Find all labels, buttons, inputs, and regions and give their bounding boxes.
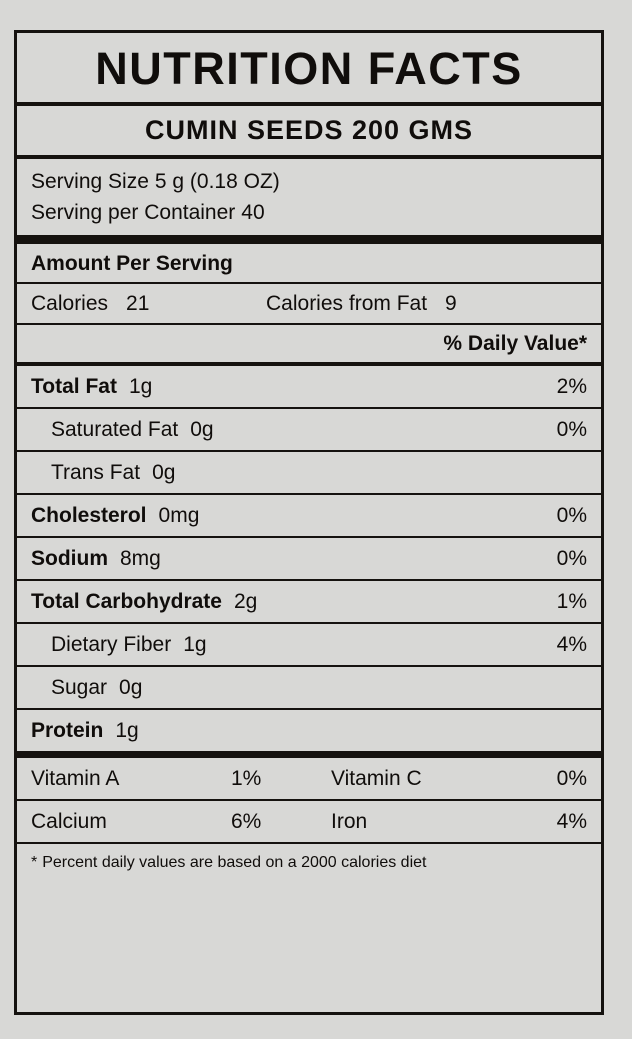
nutrient-percent: 4% [556, 633, 587, 656]
divider-amount [17, 235, 601, 244]
nutrient-row-cholesterol [17, 495, 601, 536]
calories-label: Calories [31, 292, 109, 315]
nutrient-row-total-fat [17, 366, 601, 407]
amount-per-serving: Amount Per Serving [31, 252, 233, 275]
nutrient-percent: 2% [556, 375, 587, 398]
nutrient-label: Trans Fat [51, 461, 141, 484]
servings-per-container-row [17, 196, 601, 235]
nutrient-name [51, 677, 535, 698]
nutrient-percent: 0% [556, 418, 587, 441]
footnote [17, 844, 601, 878]
serving-size-label: Serving Size [31, 170, 149, 193]
nutrient-label: Sodium [31, 547, 108, 570]
nutrient-row-saturated-fat [17, 409, 601, 450]
nutrient-label: Total Fat [31, 375, 117, 398]
nutrient-label: Protein [31, 719, 104, 742]
servings-per-container-value: 40 [241, 201, 265, 224]
calories-value: 21 [126, 292, 150, 315]
calories-from-fat-value: 9 [445, 292, 457, 315]
nutrient-row-sodium [17, 538, 601, 579]
nutrient-name [31, 376, 535, 397]
page-title: NUTRITION FACTS [95, 43, 523, 94]
nutrient-name [31, 548, 535, 569]
nutrient-name [31, 720, 535, 741]
nutrient-label: Saturated Fat [51, 418, 179, 441]
nutrient-amount: 0mg [158, 504, 200, 527]
nutrient-amount: 0g [190, 418, 214, 441]
nutrient-row-total-carbohydrate [17, 581, 601, 622]
nutrition-facts-label [14, 30, 604, 1015]
iron-percent: 4% [556, 810, 587, 833]
nutrient-amount: 1g [115, 719, 139, 742]
nutrient-label: Dietary Fiber [51, 633, 172, 656]
daily-value-header: % Daily Value* [443, 332, 587, 355]
nutrient-percent: 0% [556, 504, 587, 527]
vitamin-row-a-c [17, 758, 601, 799]
nutrient-amount: 0g [152, 461, 176, 484]
nutrient-name [31, 505, 535, 526]
calories-from-fat-group [266, 293, 587, 314]
divider-vitamins [17, 751, 601, 758]
nutrient-amount: 0g [119, 676, 143, 699]
iron-label: Iron [331, 810, 368, 833]
vitamin-c-label: Vitamin C [331, 767, 422, 790]
nutrient-name [51, 634, 535, 655]
vitamin-row-calcium-iron [17, 801, 601, 842]
footnote-text: Percent daily values are based on a 2000 calories diet [42, 854, 427, 871]
nutrient-percent: 0% [556, 547, 587, 570]
serving-size-row [17, 159, 601, 196]
nutrient-row-trans-fat [17, 452, 601, 493]
nutrient-row-dietary-fiber [17, 624, 601, 665]
vitamin-c-percent: 0% [556, 767, 587, 790]
calcium-label: Calcium [31, 810, 107, 833]
product-name: CUMIN SEEDS 200 GMS [144, 115, 474, 145]
nutrient-name [51, 419, 535, 440]
servings-per-container-label: Serving per Container [31, 201, 236, 224]
calories-from-fat-label: Calories from Fat [266, 292, 428, 315]
calories-row [17, 284, 601, 323]
nutrient-amount: 8mg [120, 547, 161, 570]
nutrient-label: Sugar [51, 676, 108, 699]
nutrient-amount: 2g [233, 590, 258, 613]
nutrient-row-protein [17, 710, 601, 751]
nutrient-percent: 1% [556, 590, 587, 613]
nutrient-amount: 1g [183, 633, 207, 656]
nutrient-row-sugar [17, 667, 601, 708]
nutrient-label: Total Carbohydrate [31, 590, 222, 613]
footnote-star: * [31, 854, 38, 871]
nutrient-name [31, 591, 535, 612]
nutrient-label: Cholesterol [31, 504, 147, 527]
nutrient-name [51, 462, 535, 483]
vitamin-a-label: Vitamin A [31, 767, 120, 790]
calories-left [31, 293, 266, 314]
serving-size-value: 5 g (0.18 OZ) [154, 170, 280, 193]
calcium-percent: 6% [231, 810, 262, 833]
vitamin-a-percent: 1% [231, 767, 262, 790]
nutrient-amount: 1g [128, 375, 153, 398]
